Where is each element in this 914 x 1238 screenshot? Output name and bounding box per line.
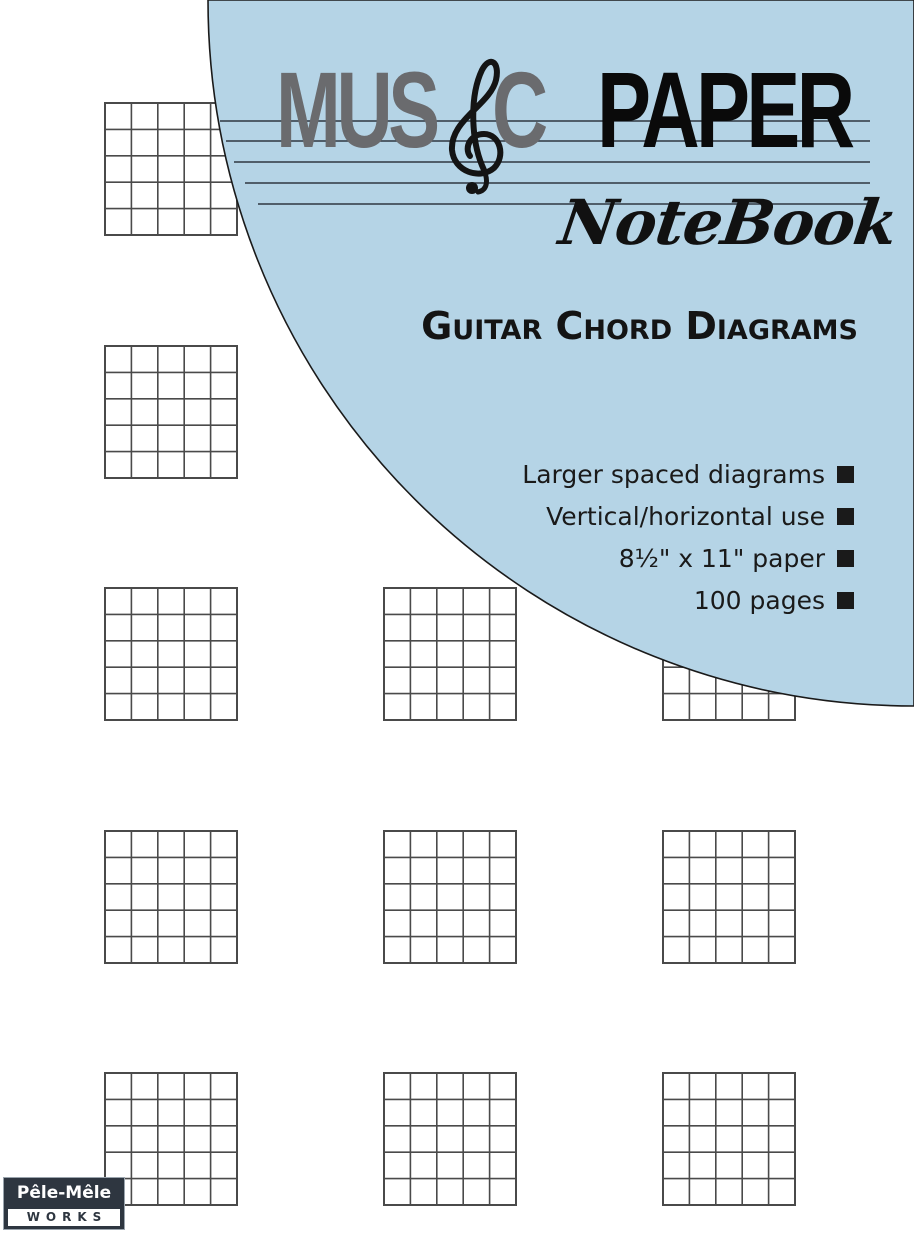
chord-grid (105, 346, 237, 478)
title-music-word (276, 49, 544, 170)
chord-grid (384, 831, 516, 963)
feature-item: Vertical/horizontal use (522, 496, 854, 538)
square-bullet-icon (837, 466, 854, 483)
chord-grid (384, 1073, 516, 1205)
chord-grid (663, 1073, 795, 1205)
publisher-logo (3, 1177, 125, 1230)
chord-grid (663, 831, 795, 963)
title-part-1: MUS (276, 49, 436, 170)
feature-item: Larger spaced diagrams (522, 454, 854, 496)
publisher-name: Pêle-Mêle (16, 1183, 112, 1203)
feature-item: 100 pages (522, 580, 854, 622)
script-title: NoteBook (554, 186, 902, 259)
title-paper-word: PAPER (597, 49, 852, 170)
square-bullet-icon (837, 592, 854, 609)
feature-list (522, 454, 854, 622)
subtitle: Guitar Chord Diagrams (421, 304, 858, 348)
publisher-sub: WORKS (8, 1209, 120, 1226)
feature-item: 8½" x 11" paper (522, 538, 854, 580)
chord-grid (105, 588, 237, 720)
square-bullet-icon (837, 550, 854, 567)
chord-grid (384, 588, 516, 720)
title-part-2: C (492, 49, 544, 170)
chord-grid (105, 831, 237, 963)
chord-grid (105, 103, 237, 235)
square-bullet-icon (837, 508, 854, 525)
